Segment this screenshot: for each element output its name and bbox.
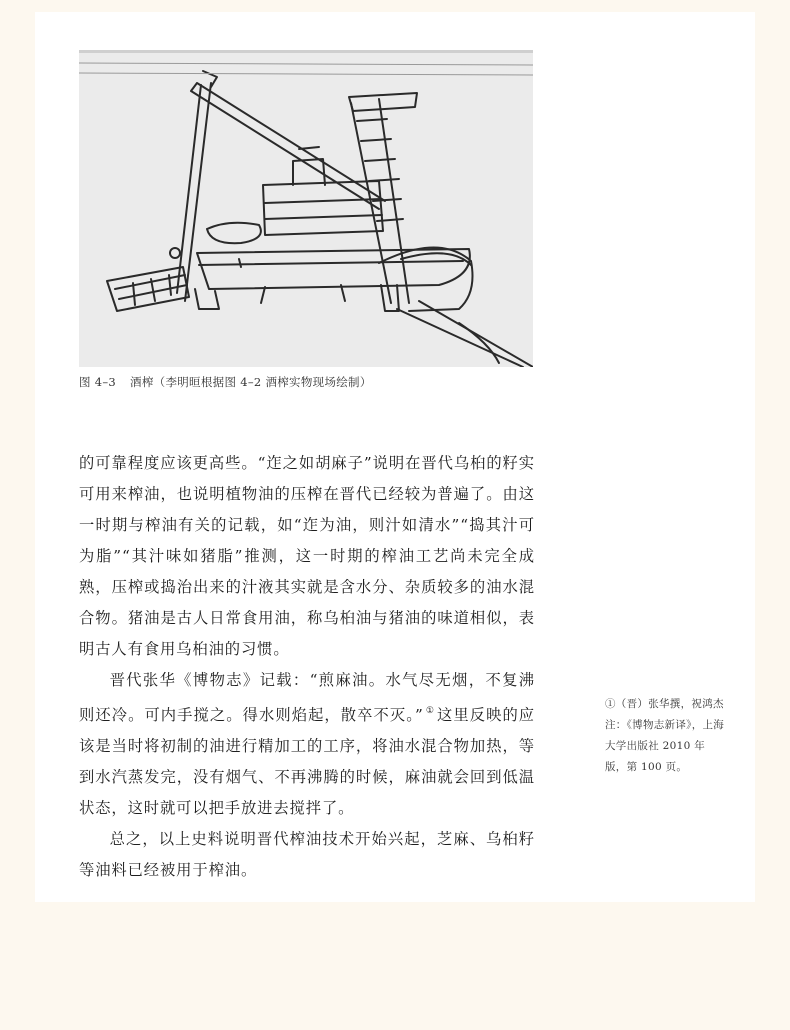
book-page: [35, 12, 755, 902]
paragraph-2: [79, 665, 535, 824]
footnote-marker[interactable]: ①: [425, 706, 435, 716]
sidenote-footnote: ①（晋）张华撰，祝鸿杰注：《博物志新译》，上海大学出版社 2010 年版，第 100 页。: [605, 698, 725, 773]
paragraph-1: 的可靠程度应该更高些。“迮之如胡麻子”说明在晋代乌桕的籽实可用来榨油，也说明植物油的压榨在晋代已经较为普遍了。由这一时期与榨油有关的记载，如“迮为油，则汁如清水”“捣其汁可为脂”“其汁味如猪脂”推测，这一时期的榨油工艺尚未完全成熟，压榨或捣治出来的汁液其实就是含水分、杂质较多的油水混合物。猪油是古人日常食用油，称乌桕油与猪油的味道相似，表明古人有食用乌桕油的习惯。: [79, 454, 535, 658]
figure-caption: [79, 374, 533, 390]
wine-press-sketch: [79, 53, 533, 367]
paragraph-2-quote: 晋代张华《博物志》记载：“煎麻油。水气尽无烟，不复沸则还冷。可内手搅之。得水则焰起，散卒不灭。”: [79, 671, 535, 724]
figure-number: 图 4–3: [79, 375, 117, 389]
paragraph-2-rest: 这里反映的应该是当时将初制的油进行精加工的工序，将油水混合物加热，等到水汽蒸发完，没有烟气、不再沸腾的时候，麻油就会回到低温状态，这时就可以把手放进去搅拌了。: [79, 706, 536, 817]
paragraph-3: 总之，以上史料说明晋代榨油技术开始兴起，芝麻、乌桕籽等油料已经被用于榨油。: [79, 830, 535, 879]
body-text: [79, 448, 535, 886]
figure-image: [79, 50, 533, 367]
figure-caption-text: 酒榨（李明晅根据图 4–2 酒榨实物现场绘制）: [130, 375, 372, 389]
